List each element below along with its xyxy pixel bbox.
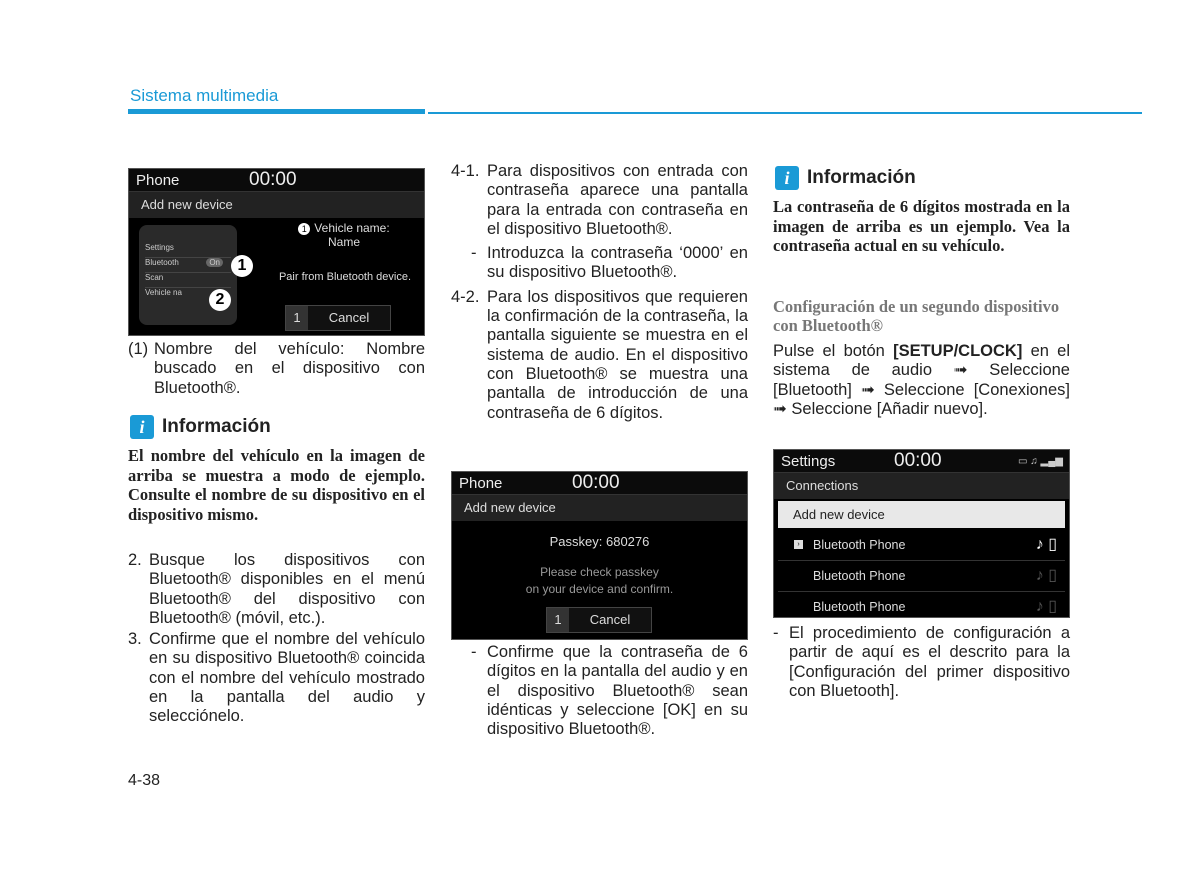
- confirm-note: - Confirme que la contraseña de 6 dígitos en la pantalla del audio y en el dispositivo Bluetooth® sean idénticas y seleccione [OK] en su dispositivo Bluetooth®.: [471, 643, 748, 739]
- screen-subtitle: Add new device: [452, 495, 747, 521]
- device-name: Bluetooth Phone: [813, 538, 906, 552]
- phone-item: Scan: [145, 273, 231, 288]
- toggle: On: [206, 258, 223, 267]
- callout-1: 1: [231, 255, 253, 277]
- device-row[interactable]: [778, 530, 1065, 561]
- screenshot-connections: [773, 449, 1070, 618]
- device-name: Bluetooth Phone: [813, 569, 906, 583]
- phone-item: Bluetooth: [145, 258, 179, 267]
- pair-text: Pair from Bluetooth device.: [278, 271, 412, 283]
- button-key: 1: [547, 608, 569, 632]
- section-header: Sistema multimedia: [130, 86, 279, 105]
- info-icon: i: [130, 415, 154, 439]
- add-new-device-item[interactable]: Add new device: [778, 501, 1065, 528]
- screen-title: Settings: [781, 452, 836, 470]
- phone-item: Settings: [145, 243, 231, 258]
- step-4-1: 4-1. Para dispositivos con entrada con contraseña aparece una pantalla para la entrada con contraseña en el dispositivo Bluetooth®.: [451, 162, 748, 238]
- music-phone-icon: ♪ ▯: [1035, 567, 1057, 584]
- music-phone-icon: ♪ ▯: [1035, 536, 1057, 553]
- info-icon: i: [775, 166, 799, 190]
- info-text: La contraseña de 6 dígitos mostrada en la imagen de arriba es un ejemplo. Vea la contraseña actual en su vehículo.: [773, 197, 1070, 255]
- caption: (1) Nombre del vehículo: Nombre buscado en el dispositivo con Bluetooth®.: [128, 340, 425, 397]
- page-number: 4-38: [128, 772, 161, 789]
- step-4-1-note: - Introduzca la contraseña ‘0000’ en su dispositivo Bluetooth®.: [471, 244, 748, 282]
- screen-subtitle: Connections: [774, 473, 1069, 499]
- screenshot-add-device: [128, 168, 425, 336]
- info-text: El nombre del vehículo en la imagen de arriba se muestra a modo de ejemplo. Consulte el nombre de su dispositivo en el dispositivo mismo.: [128, 446, 425, 524]
- button-key: 1: [286, 306, 308, 330]
- cancel-label: Cancel: [569, 608, 651, 632]
- clock: 00:00: [572, 472, 620, 493]
- screen-subtitle: Add new device: [129, 192, 424, 218]
- badge-1-icon: 1: [298, 223, 310, 235]
- info-heading: i Información: [130, 415, 271, 439]
- step-2: 2. Busque los dispositivos con Bluetooth® disponibles en el menú Bluetooth® del dispositivo con Bluetooth® (móvil, etc.).: [128, 551, 425, 627]
- cancel-button[interactable]: [546, 607, 652, 633]
- message-line: on your device and confirm.: [525, 582, 674, 596]
- procedure-note: - El procedimiento de configuración a partir de aquí es el descrito para la [Configuración del primer dispositivo con Bluetooth].: [773, 624, 1070, 700]
- music-phone-icon: ♪ ▯: [1035, 598, 1057, 615]
- message-line: Please check passkey: [540, 565, 659, 579]
- phone-item: Vehicle na: [145, 288, 182, 297]
- callout-2: 2: [209, 289, 231, 311]
- section-heading: Configuración de un segundo dispositivo con Bluetooth®: [773, 297, 1060, 335]
- device-row[interactable]: [778, 561, 1065, 592]
- screenshot-passkey: [451, 471, 748, 640]
- step-3: 3. Confirme que el nombre del vehículo en su dispositivo Bluetooth® coincida con el nombre del vehículo mostrado en la pantalla del audio y selecciónelo.: [128, 630, 425, 726]
- passkey: Passkey: 680276: [549, 534, 650, 549]
- status-icons: ▭ ♫ ▂▄▆: [1018, 455, 1063, 467]
- device-name: Bluetooth Phone: [813, 600, 906, 614]
- header-bar: [128, 109, 425, 114]
- clock: 00:00: [894, 450, 942, 471]
- vehicle-label: Vehicle name:: [314, 221, 390, 235]
- step-4-2: 4-2. Para los dispositivos que requieren la confirmación de la contraseña, la pantalla siguiente se muestra en el sistema de audio. En el dispositivo con Bluetooth® se muestra una pantalla de introducción de una contraseña de 6 dígitos.: [451, 287, 748, 422]
- device-row[interactable]: [778, 592, 1065, 618]
- cancel-button[interactable]: [285, 305, 391, 331]
- cancel-label: Cancel: [308, 306, 390, 330]
- screen-title: Phone: [136, 171, 180, 189]
- screen-title: Phone: [459, 474, 503, 492]
- vehicle-name: Name: [327, 235, 360, 249]
- setup-paragraph: Pulse el botón [SETUP/CLOCK] en el sistema de audio ➟ Seleccione [Bluetooth] ➟ Seleccione [Conexiones] ➟ Seleccione [Añadir nuevo].: [773, 342, 1070, 418]
- connected-icon: ›: [794, 540, 803, 549]
- clock: 00:00: [249, 169, 297, 190]
- header-rule: [428, 112, 1142, 114]
- info-heading: i Información: [775, 166, 916, 190]
